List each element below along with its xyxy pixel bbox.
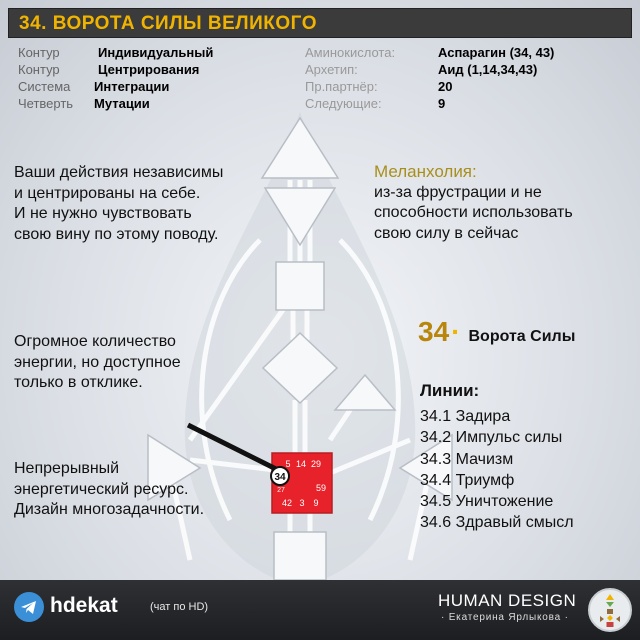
- info-row: [18, 78, 318, 95]
- info-row: [18, 44, 318, 61]
- line-item: 34.4 Триумф: [420, 471, 515, 489]
- text-line: энергетический ресурс.: [14, 480, 189, 498]
- info-value: 9: [438, 96, 446, 111]
- text-line: Дизайн многозадачности.: [14, 501, 205, 518]
- line-item: 34.5 Уничтожение: [420, 493, 554, 511]
- info-row: [18, 61, 318, 78]
- text-line: и центрированы на себе.: [14, 184, 201, 202]
- info-label: Архетип:: [305, 62, 358, 77]
- info-row: [305, 95, 635, 112]
- sacral-gate-42: 42: [281, 498, 293, 508]
- info-label: Четверть: [18, 96, 74, 111]
- sacral-gate-9: 9: [313, 498, 319, 508]
- gate-separator-dot: ·: [451, 316, 461, 347]
- sacral-gate-5: 5: [285, 459, 291, 469]
- melancholy-title: Меланхолия:: [374, 162, 477, 181]
- gate-number: 34: [418, 316, 450, 347]
- energy-description: [14, 332, 181, 394]
- text-line: из-за фрустрации и не: [374, 183, 542, 201]
- info-value: 20: [438, 79, 453, 94]
- text-line: И не нужно чувствовать: [14, 205, 192, 222]
- telegram-note: (чат по HD): [150, 601, 209, 613]
- lines-title: Линии:: [420, 381, 480, 400]
- info-value: Центрирования: [98, 62, 200, 77]
- sacral-gate-14: 14: [295, 459, 307, 469]
- info-row: [305, 61, 635, 78]
- info-label: Следующие:: [305, 96, 382, 111]
- text-line: только в отклике.: [14, 374, 143, 391]
- info-row: [305, 78, 635, 95]
- line-item: 34.1 Задира: [420, 408, 511, 425]
- info-value: Мутации: [94, 96, 150, 111]
- info-value: Индивидуальный: [98, 45, 214, 60]
- text-line: Непрерывный: [14, 460, 120, 477]
- info-value: Аид (1,14,34,43): [438, 62, 538, 77]
- bodygraph-logo-icon: [588, 588, 632, 632]
- gate-name: Ворота Силы: [468, 328, 576, 345]
- head-center: [262, 118, 338, 178]
- action-description: [14, 163, 223, 245]
- lines-list: [420, 406, 574, 534]
- sacral-gate-27: 27: [277, 487, 285, 494]
- page-title: 34. ВОРОТА СИЛЫ ВЕЛИКОГО: [19, 13, 317, 34]
- melancholy-block: [374, 162, 573, 244]
- line-item: 34.3 Мачизм: [420, 450, 514, 468]
- info-left: [18, 44, 318, 116]
- text-line: свою силу в сейчас: [374, 224, 519, 242]
- info-label: Контур: [18, 45, 60, 60]
- resource-description: [14, 459, 204, 521]
- info-value: Аспарагин (34, 43): [438, 45, 555, 60]
- line-item: 34.6 Здравый смысл: [420, 514, 574, 532]
- text-line: энергии, но доступное: [14, 353, 181, 371]
- throat-center: [276, 262, 324, 310]
- gate-heading: [418, 316, 575, 348]
- info-label: Система: [18, 79, 71, 94]
- info-right: [305, 44, 635, 116]
- brand-subtitle: · Екатерина Ярлыкова ·: [441, 612, 569, 623]
- telegram-icon[interactable]: [14, 592, 44, 622]
- info-label: Пр.партнёр:: [305, 79, 378, 94]
- text-line: Ваши действия независимы: [14, 164, 224, 181]
- line-item: 34.2 Импульс силы: [420, 429, 563, 447]
- header-bar: [8, 8, 632, 38]
- footer-bar: [0, 580, 640, 640]
- sacral-gate-59: 59: [315, 483, 327, 493]
- sacral-gate-29: 29: [310, 459, 322, 469]
- info-row: [18, 95, 318, 112]
- info-value: Интеграции: [94, 79, 170, 94]
- info-label: Аминокислота:: [305, 45, 396, 60]
- text-line: свою вину по этому поводу.: [14, 225, 219, 243]
- info-label: Контур: [18, 62, 60, 77]
- text-line: способности использовать: [374, 204, 573, 221]
- brand-title: HUMAN DESIGN: [438, 591, 577, 610]
- telegram-channel-link[interactable]: hdekat: [50, 594, 118, 617]
- gate-34-marker-label: 34: [274, 472, 286, 483]
- root-center: [274, 532, 326, 580]
- info-row: [305, 44, 635, 61]
- text-line: Огромное количество: [14, 333, 176, 350]
- sacral-gate-3: 3: [299, 498, 305, 508]
